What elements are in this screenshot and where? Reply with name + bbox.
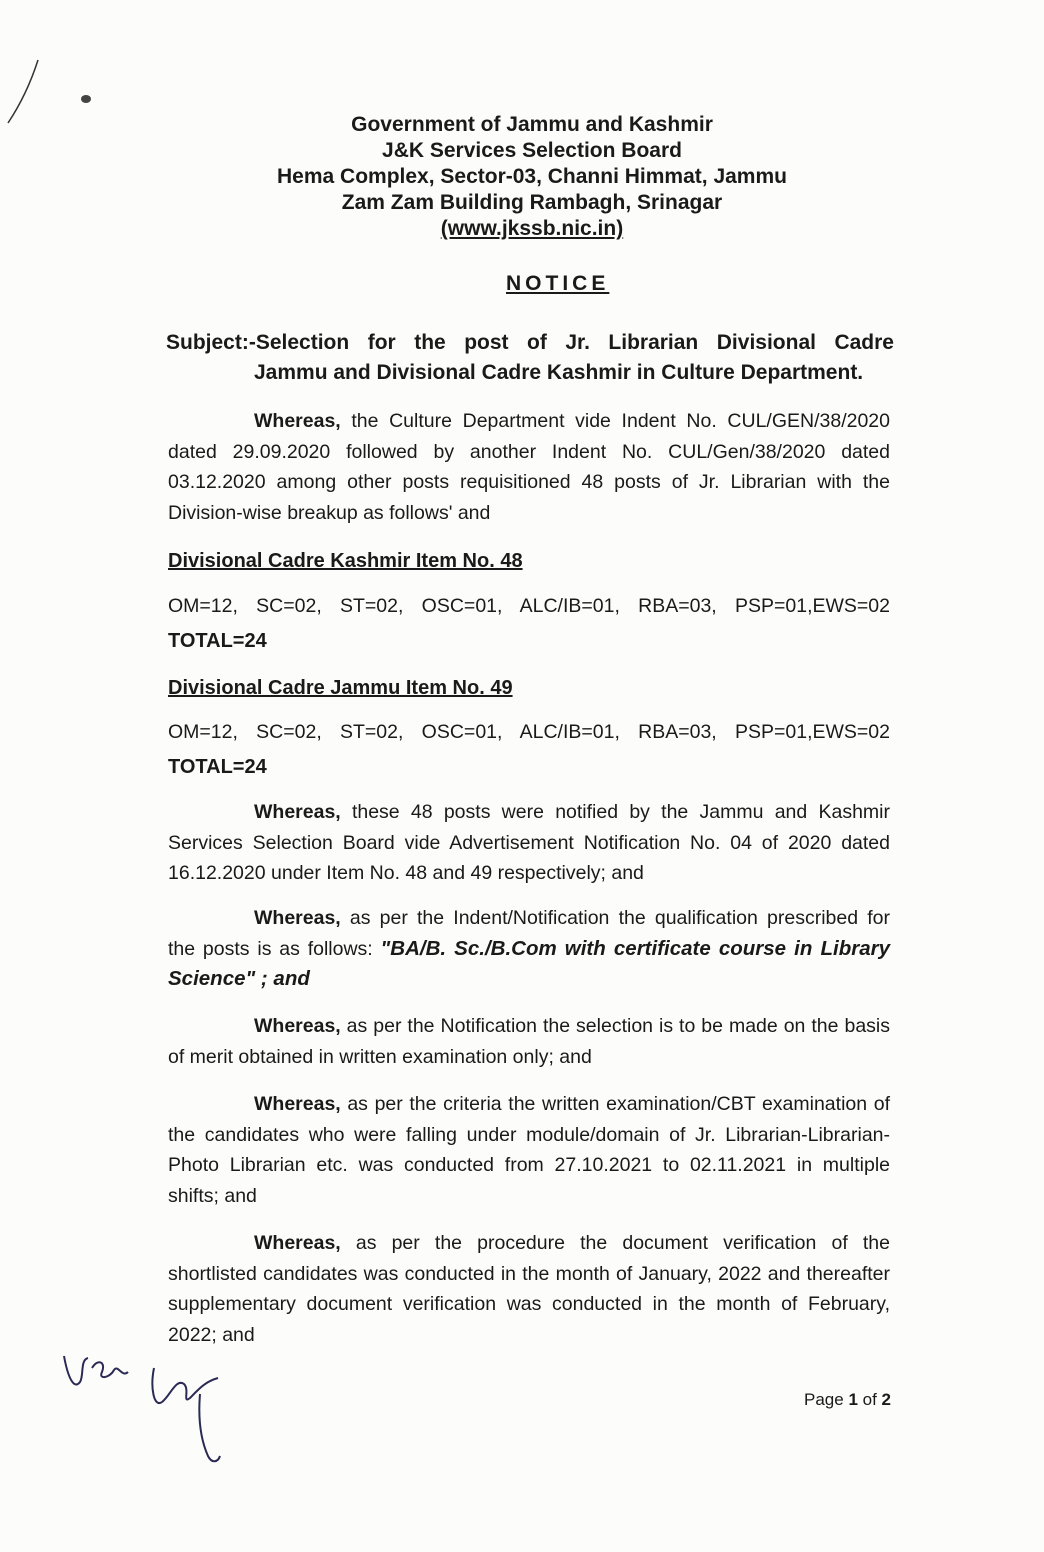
subject-line-1: Subject:-Selection for the post of Jr. Librarian Divisional Cadre [166,331,894,354]
paragraph-text: as per the Indent/Notification the qualification prescribed for the posts is as follows: [168,907,890,960]
header-website-link[interactable]: (www.jkssb.nic.in) [440,217,624,240]
header-government: Government of Jammu and Kashmir [351,113,713,136]
paragraph-text: as per the criteria the written examination/CBT examination of the candidates who were falling under module/domain of Jr. Librarian-Librarian-Photo Librarian etc. was conducted from 27.10.2021 to 02.11.2021 in multiple shifts; and [168,1093,890,1207]
jammu-quota-breakup: OM=12, SC=02, ST=02, OSC=01, ALC/IB=01, RBA=03, PSP=01,EWS=02 [168,721,890,743]
whereas-lead: Whereas, [254,410,341,432]
subject [166,328,894,388]
paragraph-text: these 48 posts were notified by the Jammu and Kashmir Services Selection Board vide Advertisement Notification No. 04 of 2020 dated 16.12.2020 under Item No. 48 and 49 respectively; and [168,801,890,884]
jammu-cadre-heading: Divisional Cadre Jammu Item No. 49 [168,677,513,699]
handwritten-signature-mark [58,1338,248,1478]
header-address-jammu: Hema Complex, Sector-03, Channi Himmat, Jammu [277,165,787,188]
kashmir-total: TOTAL=24 [168,630,267,652]
paragraph-text: as per the Notification the selection is to be made on the basis of merit obtained in written examination only; and [168,1015,890,1068]
whereas-lead: Whereas, [254,1232,341,1254]
whereas-lead: Whereas, [254,1093,341,1115]
subject-line-2: Jammu and Divisional Cadre Kashmir in Culture Department. [254,361,864,384]
notice-title: NOTICE [506,272,610,295]
paragraph-merit [168,1011,890,1072]
paragraph-document-verification [168,1228,890,1350]
kashmir-quota-breakup: OM=12, SC=02, ST=02, OSC=01, ALC/IB=01, RBA=03, PSP=01,EWS=02 [168,595,890,617]
paragraph-text: as per the procedure the document verification of the shortlisted candidates was conducted in the month of January, 2022 and thereafter supplementary document verification was conducted in the month of February, 2022; and [168,1232,890,1346]
whereas-lead: Whereas, [254,1015,341,1037]
kashmir-cadre-heading: Divisional Cadre Kashmir Item No. 48 [168,550,523,572]
paragraph-indent [168,406,890,528]
letterhead [0,112,1044,242]
header-address-srinagar: Zam Zam Building Rambagh, Srinagar [341,191,723,214]
paragraph-advertisement [168,797,890,889]
ink-blot-mark [78,92,94,106]
paragraph-examination [168,1089,890,1211]
header-board: J&K Services Selection Board [382,139,682,162]
qualification-quote: "BA/B. Sc./B.Com with certificate course in Library Science" ; and [168,936,890,990]
paragraph-qualification [168,903,890,995]
paragraph-text: the Culture Department vide Indent No. CUL/GEN/38/2020 dated 29.09.2020 followed by another Indent No. CUL/Gen/38/2020 dated 03.12.2020 among other posts requisitioned 48 posts of Jr. Librarian with the Division-wise breakup as follows' and [168,410,890,524]
page-number: Page 1 of 2 [804,1390,891,1409]
whereas-lead: Whereas, [254,801,341,823]
jammu-total: TOTAL=24 [168,756,267,778]
whereas-lead: Whereas, [254,907,341,929]
